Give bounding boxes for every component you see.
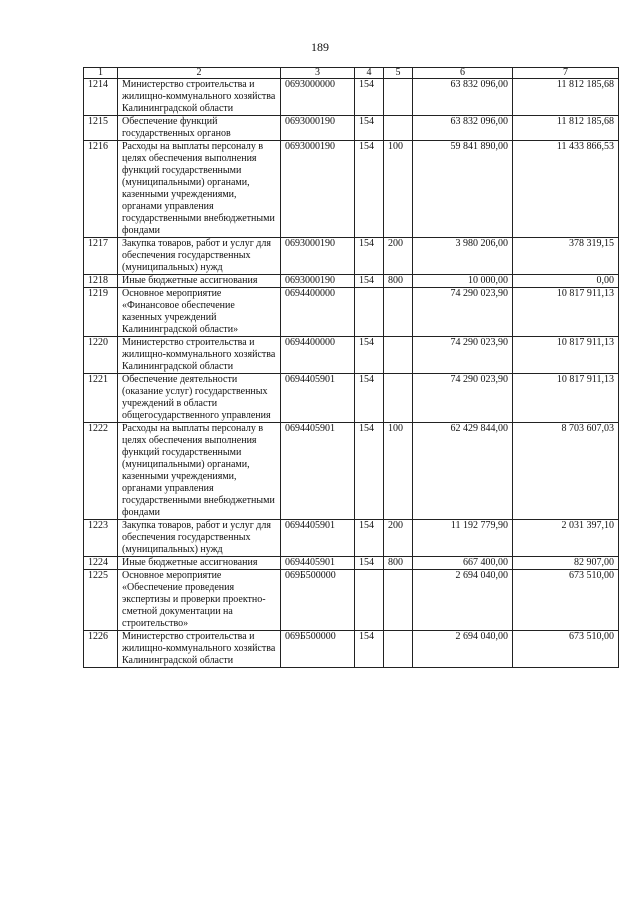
expense-name: Расходы на выплаты персоналу в целях обеспечения выполнения функций государственными (муниципальными) органами, казенными учреждениями, органами управления государственными внебюджетными фондами <box>118 423 281 520</box>
expense-type-code <box>384 570 413 631</box>
department-code: 154 <box>355 141 384 238</box>
amount-col-6: 2 694 040,00 <box>413 570 513 631</box>
row-number: 1218 <box>84 275 118 288</box>
row-number: 1215 <box>84 116 118 141</box>
amount-col-6: 10 000,00 <box>413 275 513 288</box>
target-article-code: 0694400000 <box>281 337 355 374</box>
table-row <box>84 374 619 423</box>
expense-type-code <box>384 337 413 374</box>
amount-col-7: 0,00 <box>513 275 619 288</box>
expense-name: Министерство строительства и жилищно-коммунального хозяйства Калининградской области <box>118 337 281 374</box>
expense-name: Обеспечение функций государственных органов <box>118 116 281 141</box>
table-row <box>84 238 619 275</box>
row-number: 1223 <box>84 520 118 557</box>
table-row <box>84 79 619 116</box>
amount-col-6: 11 192 779,90 <box>413 520 513 557</box>
amount-col-6: 63 832 096,00 <box>413 79 513 116</box>
amount-col-6: 62 429 844,00 <box>413 423 513 520</box>
budget-table <box>83 67 619 668</box>
header-col-5: 5 <box>384 68 413 79</box>
target-article-code: 069Б500000 <box>281 631 355 668</box>
table-body <box>84 79 619 668</box>
department-code: 154 <box>355 238 384 275</box>
row-number: 1216 <box>84 141 118 238</box>
amount-col-7: 10 817 911,13 <box>513 374 619 423</box>
amount-col-7: 11 812 185,68 <box>513 79 619 116</box>
target-article-code: 0693000190 <box>281 141 355 238</box>
expense-name: Расходы на выплаты персоналу в целях обеспечения выполнения функций государственными (муниципальными) органами, казенными учреждениями, органами управления государственными внебюджетными фондами <box>118 141 281 238</box>
header-col-7: 7 <box>513 68 619 79</box>
amount-col-7: 10 817 911,13 <box>513 337 619 374</box>
amount-col-6: 74 290 023,90 <box>413 337 513 374</box>
row-number: 1214 <box>84 79 118 116</box>
table-row <box>84 557 619 570</box>
header-col-1: 1 <box>84 68 118 79</box>
table-row <box>84 423 619 520</box>
table-row <box>84 275 619 288</box>
expense-type-code: 800 <box>384 275 413 288</box>
row-number: 1222 <box>84 423 118 520</box>
amount-col-6: 63 832 096,00 <box>413 116 513 141</box>
amount-col-6: 74 290 023,90 <box>413 374 513 423</box>
expense-type-code: 200 <box>384 520 413 557</box>
amount-col-7: 8 703 607,03 <box>513 423 619 520</box>
department-code: 154 <box>355 337 384 374</box>
department-code: 154 <box>355 557 384 570</box>
header-row <box>84 68 619 79</box>
expense-type-code <box>384 116 413 141</box>
header-col-3: 3 <box>281 68 355 79</box>
expense-type-code: 800 <box>384 557 413 570</box>
amount-col-7: 673 510,00 <box>513 631 619 668</box>
target-article-code: 0694400000 <box>281 288 355 337</box>
department-code <box>355 288 384 337</box>
expense-type-code: 100 <box>384 423 413 520</box>
row-number: 1219 <box>84 288 118 337</box>
amount-col-6: 74 290 023,90 <box>413 288 513 337</box>
department-code: 154 <box>355 275 384 288</box>
header-col-4: 4 <box>355 68 384 79</box>
table-row <box>84 116 619 141</box>
amount-col-7: 11 433 866,53 <box>513 141 619 238</box>
header-col-2: 2 <box>118 68 281 79</box>
expense-name: Министерство строительства и жилищно-коммунального хозяйства Калининградской области <box>118 79 281 116</box>
expense-name: Основное мероприятие «Финансовое обеспечение казенных учреждений Калининградской области» <box>118 288 281 337</box>
target-article-code: 0693000190 <box>281 275 355 288</box>
expense-type-code: 100 <box>384 141 413 238</box>
amount-col-7: 378 319,15 <box>513 238 619 275</box>
row-number: 1225 <box>84 570 118 631</box>
expense-type-code <box>384 79 413 116</box>
page-number: 189 <box>311 40 329 54</box>
header-col-6: 6 <box>413 68 513 79</box>
department-code: 154 <box>355 116 384 141</box>
department-code: 154 <box>355 79 384 116</box>
department-code <box>355 570 384 631</box>
target-article-code: 0694405901 <box>281 520 355 557</box>
expense-name: Иные бюджетные ассигнования <box>118 557 281 570</box>
target-article-code: 069Б500000 <box>281 570 355 631</box>
target-article-code: 0694405901 <box>281 374 355 423</box>
amount-col-7: 10 817 911,13 <box>513 288 619 337</box>
department-code: 154 <box>355 520 384 557</box>
table-header <box>84 68 619 79</box>
table-row <box>84 288 619 337</box>
department-code: 154 <box>355 423 384 520</box>
table-row <box>84 337 619 374</box>
expense-type-code: 200 <box>384 238 413 275</box>
expense-name: Обеспечение деятельности (оказание услуг) государственных учреждений в области общегосударственного управления <box>118 374 281 423</box>
amount-col-6: 3 980 206,00 <box>413 238 513 275</box>
expense-type-code <box>384 288 413 337</box>
target-article-code: 0693000190 <box>281 238 355 275</box>
target-article-code: 0693000190 <box>281 116 355 141</box>
row-number: 1226 <box>84 631 118 668</box>
table-row <box>84 520 619 557</box>
expense-name: Закупка товаров, работ и услуг для обеспечения государственных (муниципальных) нужд <box>118 238 281 275</box>
amount-col-6: 667 400,00 <box>413 557 513 570</box>
amount-col-6: 59 841 890,00 <box>413 141 513 238</box>
department-code: 154 <box>355 631 384 668</box>
table-row <box>84 570 619 631</box>
row-number: 1217 <box>84 238 118 275</box>
target-article-code: 0694405901 <box>281 423 355 520</box>
expense-type-code <box>384 374 413 423</box>
target-article-code: 0693000000 <box>281 79 355 116</box>
amount-col-7: 673 510,00 <box>513 570 619 631</box>
expense-name: Министерство строительства и жилищно-коммунального хозяйства Калининградской области <box>118 631 281 668</box>
row-number: 1221 <box>84 374 118 423</box>
row-number: 1220 <box>84 337 118 374</box>
table-row <box>84 141 619 238</box>
amount-col-7: 11 812 185,68 <box>513 116 619 141</box>
target-article-code: 0694405901 <box>281 557 355 570</box>
expense-name: Основное мероприятие «Обеспечение проведения экспертизы и проверки проектно-сметной документации на строительство» <box>118 570 281 631</box>
expense-type-code <box>384 631 413 668</box>
expense-name: Иные бюджетные ассигнования <box>118 275 281 288</box>
expense-name: Закупка товаров, работ и услуг для обеспечения государственных (муниципальных) нужд <box>118 520 281 557</box>
department-code: 154 <box>355 374 384 423</box>
row-number: 1224 <box>84 557 118 570</box>
amount-col-7: 82 907,00 <box>513 557 619 570</box>
amount-col-7: 2 031 397,10 <box>513 520 619 557</box>
table-row <box>84 631 619 668</box>
amount-col-6: 2 694 040,00 <box>413 631 513 668</box>
